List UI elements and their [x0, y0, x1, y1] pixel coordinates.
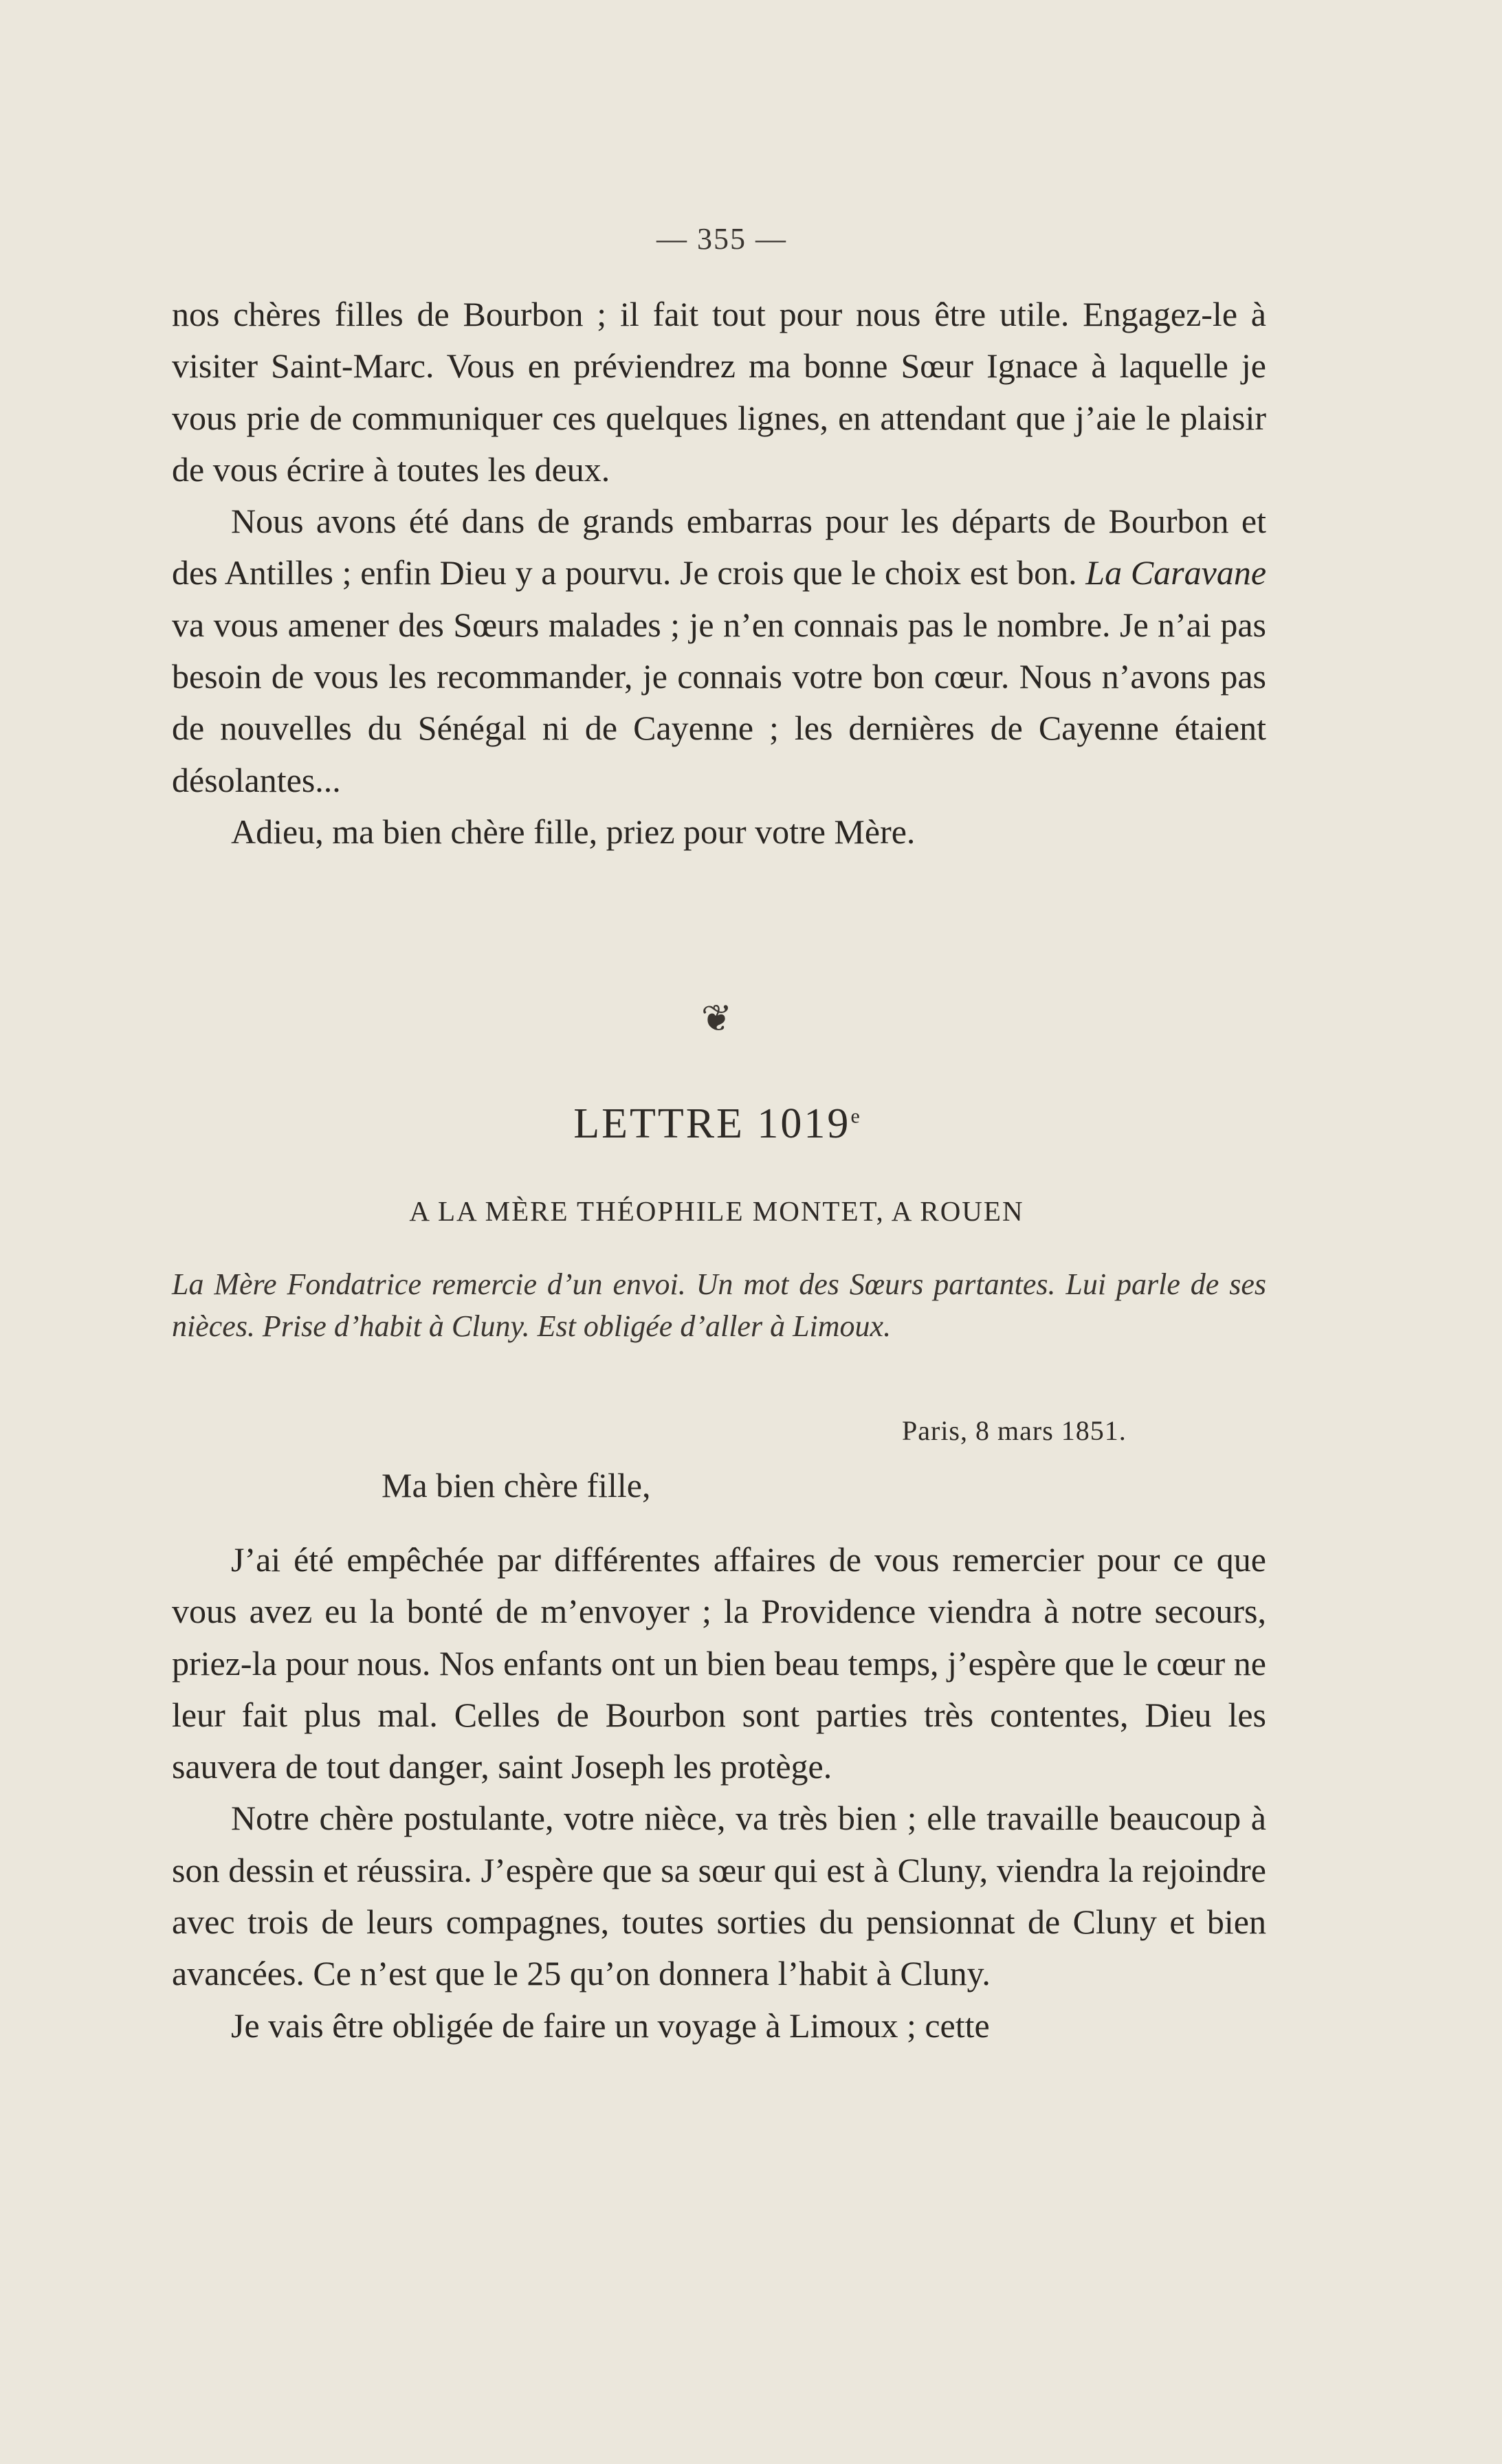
closing-paragraph: Adieu, ma bien chère fille, priez pour votre Mère.	[231, 812, 916, 851]
paragraph: Notre chère postulante, votre nièce, va très bien ; elle travaille beaucoup à son dessin et réussira. J’espère que sa sœur qui est à Cluny, viendra la rejoindre avec trois de leurs compagnes, toutes sorties du pensionnat de Cluny et bien avancées. Ce n’est que le 25 qu’on donnera l’habit à Cluny.	[172, 1799, 1266, 1993]
letter-dateline: Paris, 8 mars 1851.	[902, 1415, 1127, 1446]
letter-title-suffix: e	[850, 1105, 860, 1128]
letter-salutation: Ma bien chère fille,	[382, 1466, 651, 1505]
paragraph	[172, 496, 1266, 806]
letter-title	[0, 1100, 1433, 1148]
text-run: va vous amener des Sœurs malades ; je n’en connais pas le nombre. Je n’ai pas besoin de vous les recommander, je connais votre bon cœur. Nous n’avons pas de nouvelles du Sénégal ni de Cayenne ; les dernières de Cayenne étaient désolantes...	[172, 605, 1266, 799]
text-run: Nous avons été dans de grands embarras pour les départs de Bourbon et des Antilles ; enfin Dieu y a pourvu. Je crois que le choix est bon.	[172, 502, 1266, 592]
letter-continuation	[172, 289, 1266, 858]
letter-summary: La Mère Fondatrice remercie d’un envoi. Un mot des Sœurs partantes. Lui parle de ses nièces. Prise d’habit à Cluny. Est obligée d’aller à Limoux.	[172, 1267, 1266, 1343]
ship-name: La Caravane	[1085, 553, 1267, 592]
paragraph: Je vais être obligée de faire un voyage à Limoux ; cette	[231, 2006, 990, 2045]
fleuron-ornament-icon: ❦	[700, 998, 733, 1039]
letter-title-text: LETTRE 1019	[573, 1100, 851, 1147]
letter-body	[172, 1534, 1266, 2052]
letter-recipient: A LA MÈRE THÉOPHILE MONTET, A ROUEN	[409, 1195, 1024, 1227]
page-number: — 355 —	[656, 222, 787, 256]
paragraph: J’ai été empêchée par différentes affaires de vous remercier pour ce que vous avez eu la bonté de m’envoyer ; la Providence viendra à notre secours, priez-la pour nous. Nos enfants ont un bien beau temps, j’espère que le cœur ne leur fait plus mal. Celles de Bourbon sont parties très contentes, Dieu les sauvera de tout danger, saint Joseph les protège.	[172, 1540, 1266, 1786]
paragraph: nos chères filles de Bourbon ; il fait tout pour nous être utile. Engagez-le à visiter Saint-Marc. Vous en préviendrez ma bonne Sœur Ignace à laquelle je vous prie de communiquer ces quelques lignes, en attendant que j’aie le plaisir de vous écrire à toutes les deux.	[172, 295, 1266, 489]
